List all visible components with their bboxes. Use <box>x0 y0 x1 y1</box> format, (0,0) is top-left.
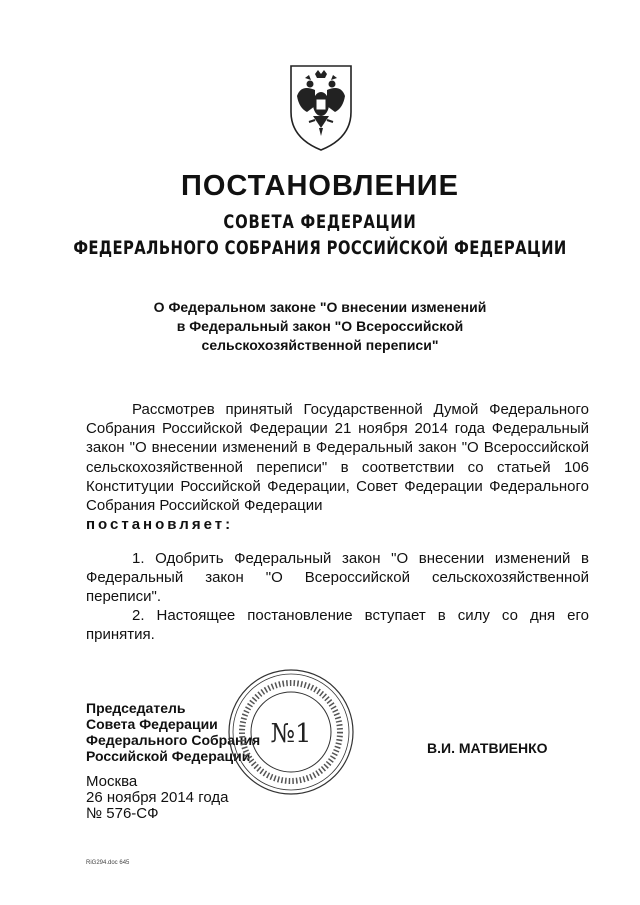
document-number: № 576-СФ <box>86 805 159 822</box>
issuer-line-2: ФЕДЕРАЛЬНОГО СОБРАНИЯ РОССИЙСКОЙ ФЕДЕРАЦИИ <box>73 237 567 259</box>
document-footer <box>86 774 228 822</box>
issuer-line-1: СОВЕТА ФЕДЕРАЦИИ <box>223 211 417 233</box>
document-title: ПОСТАНОВЛЕНИЕ <box>181 170 459 202</box>
signatory-line-1: Председатель <box>86 700 186 716</box>
signatory-name: В.И. МАТВИЕНКО <box>427 740 548 756</box>
signatory-line-2: Совета Федерации <box>86 716 218 732</box>
seal-number: №1 <box>270 719 312 749</box>
heading-line-1: О Федеральном законе "О внесении изменений <box>153 299 487 315</box>
file-reference: RiG294.doc 645 <box>86 860 130 866</box>
signing-date: 26 ноября 2014 года <box>86 789 229 806</box>
official-seal-icon <box>226 667 356 797</box>
signatory-line-4: Российской Федерации <box>86 748 251 764</box>
resolution-item-2: 2. Настоящее постановление вступает в силу со дня его принятия. <box>86 607 589 644</box>
signatory-line-3: Федерального Собрания <box>86 732 261 748</box>
resolution-item-1: 1. Одобрить Федеральный закон "О внесении изменений в Федеральный закон "О Всероссийской сельскохозяйственной переписи". <box>86 550 589 606</box>
decides-label: постановляет: <box>86 516 234 534</box>
preamble-text: Рассмотрев принятый Государственной Думой Федерального Собрания Российской Федерации 21 ноября 2014 года Федеральный закон "О внесении изменений в Федеральный закон "О Всероссийской сельскохозяйственной переписи" в соответствии со статьей 106 Конституции Российской Федерации, Совет Федерации Федерального Собрания Российской Федерации <box>86 401 589 515</box>
preamble-paragraph <box>86 400 589 534</box>
coat-of-arms-icon <box>285 62 357 154</box>
heading-line-2: в Федеральный закон "О Всероссийской <box>176 318 464 334</box>
heading-line-3: сельскохозяйственной переписи" <box>201 337 439 353</box>
document-heading <box>0 298 640 355</box>
place-of-signing: Москва <box>86 773 138 790</box>
